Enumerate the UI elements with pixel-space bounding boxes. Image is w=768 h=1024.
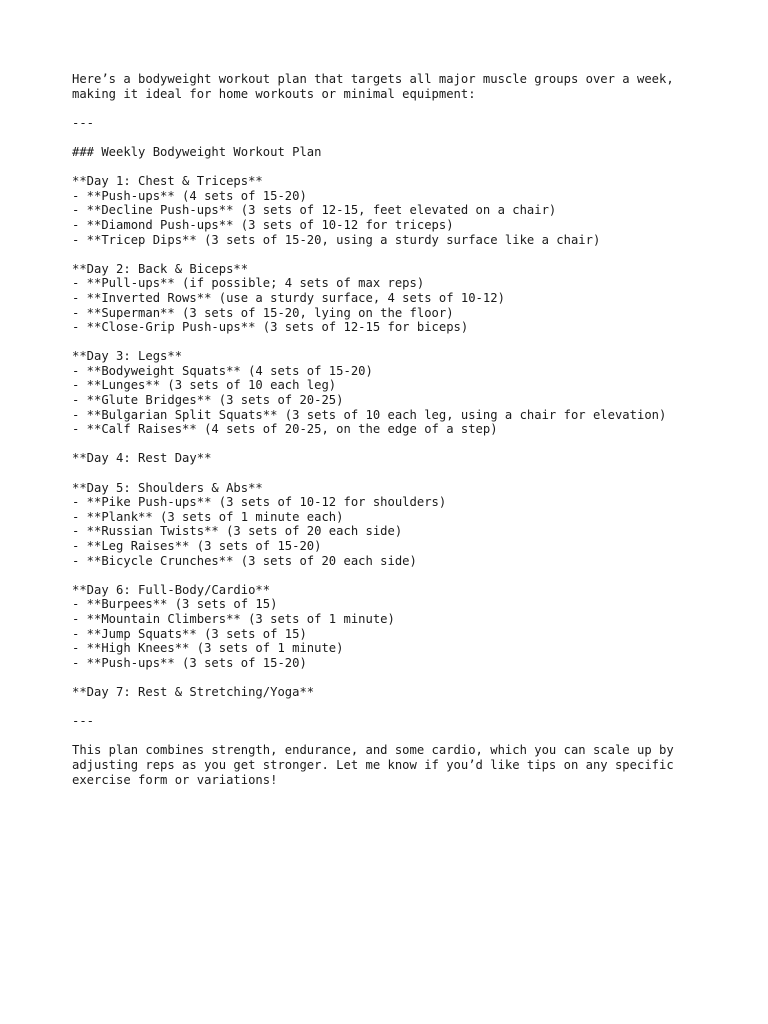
exercise-item: - **Burpees** (3 sets of 15) <box>72 597 278 612</box>
separator-top: --- <box>72 115 95 130</box>
exercise-item: - **Pull-ups** (if possible; 4 sets of max reps) <box>72 276 425 291</box>
day-section-6 <box>72 583 712 671</box>
day-title: **Day 2: Back & Biceps** <box>72 261 249 276</box>
day-section-7 <box>72 685 712 700</box>
day-title: **Day 1: Chest & Triceps** <box>72 174 263 189</box>
exercise-item: - **High Knees** (3 sets of 1 minute) <box>72 641 344 656</box>
exercise-item: - **Push-ups** (4 sets of 15-20) <box>72 188 307 203</box>
exercise-item: - **Close-Grip Push-ups** (3 sets of 12-15 for biceps) <box>72 320 469 335</box>
day-title: **Day 3: Legs** <box>72 349 183 364</box>
exercise-item: - **Superman** (3 sets of 15-20, lying on the floor) <box>72 305 454 320</box>
outro-paragraph <box>72 743 712 787</box>
day-section-5 <box>72 481 712 569</box>
exercise-item: - **Inverted Rows** (use a sturdy surface, 4 sets of 10-12) <box>72 290 505 305</box>
day-section-4 <box>72 451 712 466</box>
exercise-item: - **Jump Squats** (3 sets of 15) <box>72 626 307 641</box>
exercise-item: - **Leg Raises** (3 sets of 15-20) <box>72 539 322 553</box>
exercise-item: - **Pike Push-ups** (3 sets of 10-12 for shoulders) <box>72 495 447 510</box>
exercise-item: - **Russian Twists** (3 sets of 20 each side) <box>72 524 403 539</box>
exercise-item: - **Tricep Dips** (3 sets of 15-20, using a sturdy surface like a chair) <box>72 232 601 247</box>
day-title: **Day 6: Full-Body/Cardio** <box>72 582 271 597</box>
outro-line: exercise form or variations! <box>72 772 278 787</box>
exercise-item: - **Plank** (3 sets of 1 minute each) <box>72 509 344 524</box>
exercise-item: - **Glute Bridges** (3 sets of 20-25) <box>72 393 344 408</box>
intro-paragraph <box>72 72 712 101</box>
plan-heading: ### Weekly Bodyweight Workout Plan <box>72 144 322 159</box>
exercise-item: - **Lunges** (3 sets of 10 each leg) <box>72 378 337 393</box>
outro-line: This plan combines strength, endurance, and some cardio, which you can scale up by <box>72 743 674 758</box>
exercise-item: - **Decline Push-ups** (3 sets of 12-15, feet elevated on a chair) <box>72 203 557 218</box>
intro-line: making it ideal for home workouts or minimal equipment: <box>72 86 476 101</box>
day-title: **Day 4: Rest Day** <box>72 451 212 466</box>
intro-line: Here’s a bodyweight workout plan that targets all major muscle groups over a week, <box>72 72 674 86</box>
day-section-3 <box>72 349 712 437</box>
day-title: **Day 7: Rest & Stretching/Yoga** <box>72 684 315 699</box>
exercise-item: - **Calf Raises** (4 sets of 20-25, on the edge of a step) <box>72 422 498 437</box>
exercise-item: - **Bulgarian Split Squats** (3 sets of 10 each leg, using a chair for elevation) <box>72 407 667 422</box>
separator-bottom: --- <box>72 714 95 729</box>
exercise-item: - **Diamond Push-ups** (3 sets of 10-12 for triceps) <box>72 217 454 232</box>
document-page <box>72 72 712 787</box>
day-section-2 <box>72 262 712 335</box>
day-title: **Day 5: Shoulders & Abs** <box>72 480 263 495</box>
outro-line: adjusting reps as you get stronger. Let me know if you’d like tips on any specific <box>72 757 674 772</box>
exercise-item: - **Bicycle Crunches** (3 sets of 20 each side) <box>72 553 417 568</box>
exercise-item: - **Bodyweight Squats** (4 sets of 15-20) <box>72 363 373 378</box>
exercise-item: - **Mountain Climbers** (3 sets of 1 minute) <box>72 611 395 626</box>
exercise-item: - **Push-ups** (3 sets of 15-20) <box>72 655 307 670</box>
day-section-1 <box>72 174 712 247</box>
